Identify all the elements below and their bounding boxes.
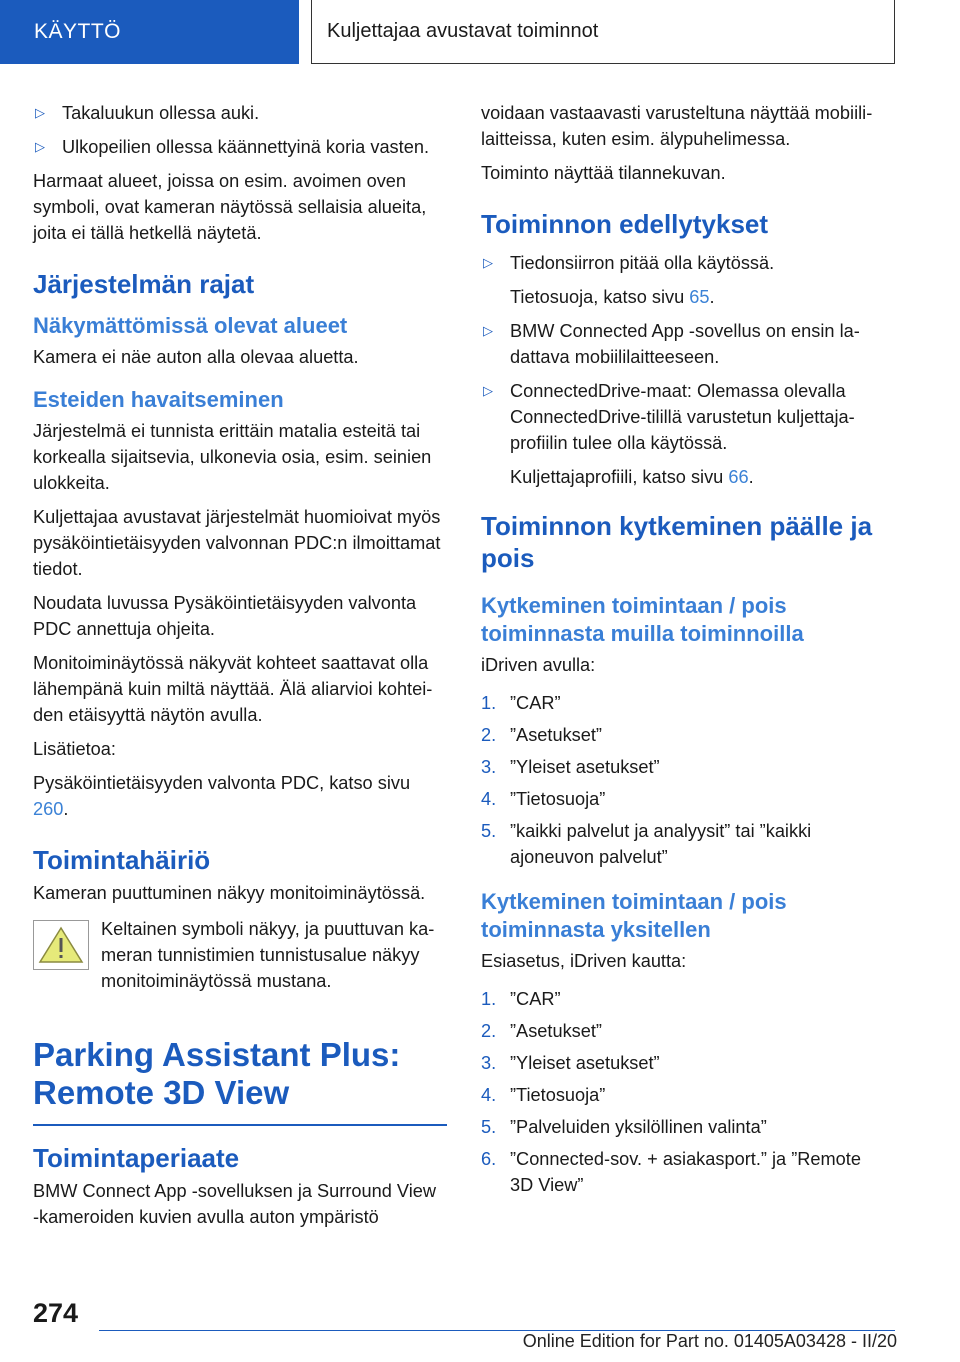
list-item: 1. ”CAR” [481, 989, 561, 1009]
list-item: ▷ Ulkopeilien ollessa käännettyinä koria vasten. [33, 134, 447, 160]
heading-principle: Toimintaperiaate [33, 1143, 240, 1173]
page-link[interactable]: 65 [689, 287, 710, 307]
section-tab: KÄYTTÖ [0, 0, 299, 64]
sub-reference: Kuljettajaprofiili, katso sivu 66. [510, 467, 754, 487]
list-item: ▷ Takaluukun ollessa auki. [33, 100, 447, 126]
paragraph: Kuljettajaa avustavat järjestelmät huomioivat myös pysäköintietäisyyden valvonnan PDC:n ilmoittamat tiedot. [33, 507, 441, 579]
triangle-bullet-icon: ▷ [35, 139, 45, 154]
right-column [481, 100, 886, 1204]
list-item: ▷ Tiedonsiirron pitää olla käytössä. [481, 250, 886, 276]
heading-invisible: Näkymättömissä olevat alueet [33, 313, 348, 338]
paragraph: BMW Connect App -sovelluksen ja Surround View -kameroiden kuvien avulla auton ympäristö [33, 1181, 437, 1227]
paragraph: Lisätietoa: [33, 739, 116, 759]
steps-list-2 [481, 986, 886, 1198]
list-item: 2. ”Asetukset” [481, 725, 602, 745]
triangle-bullet-icon: ▷ [483, 255, 493, 270]
chapter-heading: Parking Assistant Plus: Remote 3D View [33, 1036, 401, 1111]
paragraph: Järjestelmä ei tunnista erittäin matalia esteitä tai korkealla sijaitsevia, ulkonevia osia, esim. seinien ulokkeita. [33, 421, 432, 493]
warning-note: Keltainen symboli näkyy, ja puuttuvan kameran tunnistimien tunnistusalue näkyy monitoiminäytössä mustana. [33, 916, 447, 994]
heading-requirements: Toiminnon edellytykset [481, 209, 769, 239]
chapter-title: Kuljettajaa avustavat toiminnot [311, 0, 895, 64]
heading-obstacle: Esteiden havaitseminen [33, 387, 284, 412]
list-item: 6. ”Connected-sov. + asiakasport.” ja ”Remote 3D View” [481, 1149, 861, 1195]
page-link[interactable]: 66 [728, 467, 749, 487]
paragraph: Noudata luvussa Pysäköintietäisyyden valvonta PDC annettuja ohjeita. [33, 593, 417, 639]
heading-individual: Kytkeminen toimintaan / pois toiminnasta yksitellen [481, 889, 787, 942]
page-number: 274 [33, 1298, 79, 1328]
list-item: 1. ”CAR” [481, 693, 561, 713]
list-item: ▷ ConnectedDrive-maat: Olemassa olevalla ConnectedDrive-tilillä varustetun kuljettajaprofiilin tulee olla käytössä. [481, 378, 886, 456]
paragraph: Monitoiminäytössä näkyvät kohteet saattavat olla lähempänä kuin miltä näyttää. Älä aliarvioi kohteiden etäisyyttä näytön avulla. [33, 653, 433, 725]
page-link[interactable]: 260 [33, 799, 64, 819]
paragraph: Esiasetus, iDriven kautta: [481, 951, 687, 971]
heading-other: Kytkeminen toimintaan / pois toiminnasta muilla toiminnoilla [481, 593, 804, 646]
paragraph: voidaan vastaavasti varusteltuna näyttää mobiililaitteissa, kuten esim. älypuhelimessa. [481, 103, 873, 149]
list-item: 3. ”Yleiset asetukset” [481, 757, 660, 777]
paragraph: Harmaat alueet, joissa on esim. avoimen oven symboli, ovat kameran näytössä sellaisia alueita, joita ei tällä hetkellä näytetä. [33, 171, 427, 243]
list-item: 2. ”Asetukset” [481, 1021, 602, 1041]
triangle-bullet-icon: ▷ [35, 105, 45, 120]
paragraph-reference: Pysäköintietäisyyden valvonta PDC, katso sivu 260. [33, 773, 411, 819]
heading-fault: Toimintahäiriö [33, 845, 211, 875]
paragraph: Kameran puuttuminen näkyy monitoiminäytössä. [33, 883, 426, 903]
list-item: 5. ”kaikki palvelut ja analyysit” tai ”kaikki ajoneuvon palvelut” [481, 821, 812, 867]
edition-info: Online Edition for Part no. 01405A03428 - II/20 [522, 1331, 897, 1351]
paragraph: Kamera ei näe auton alla olevaa aluetta. [33, 347, 359, 367]
heading-onoff: Toiminnon kytkeminen päälle ja pois [481, 511, 873, 573]
list-item: 3. ”Yleiset asetukset” [481, 1053, 660, 1073]
left-column [33, 100, 447, 1238]
list-item: ▷ BMW Connected App -sovellus on ensin ladattava mobiililaitteeseen. [481, 318, 886, 370]
sub-reference: Tietosuoja, katso sivu 65. [510, 287, 715, 307]
triangle-bullet-icon: ▷ [483, 383, 493, 398]
list-item: 4. ”Tietosuoja” [481, 789, 606, 809]
list-item: 4. ”Tietosuoja” [481, 1085, 606, 1105]
list-item: 5. ”Palveluiden yksilöllinen valinta” [481, 1117, 767, 1137]
triangle-bullet-icon: ▷ [483, 323, 493, 338]
divider [33, 1124, 447, 1126]
paragraph: iDriven avulla: [481, 655, 596, 675]
paragraph: Toiminto näyttää tilannekuvan. [481, 163, 726, 183]
warning-icon [33, 920, 89, 970]
steps-list-1 [481, 690, 886, 870]
heading-limits: Järjestelmän rajat [33, 269, 255, 299]
